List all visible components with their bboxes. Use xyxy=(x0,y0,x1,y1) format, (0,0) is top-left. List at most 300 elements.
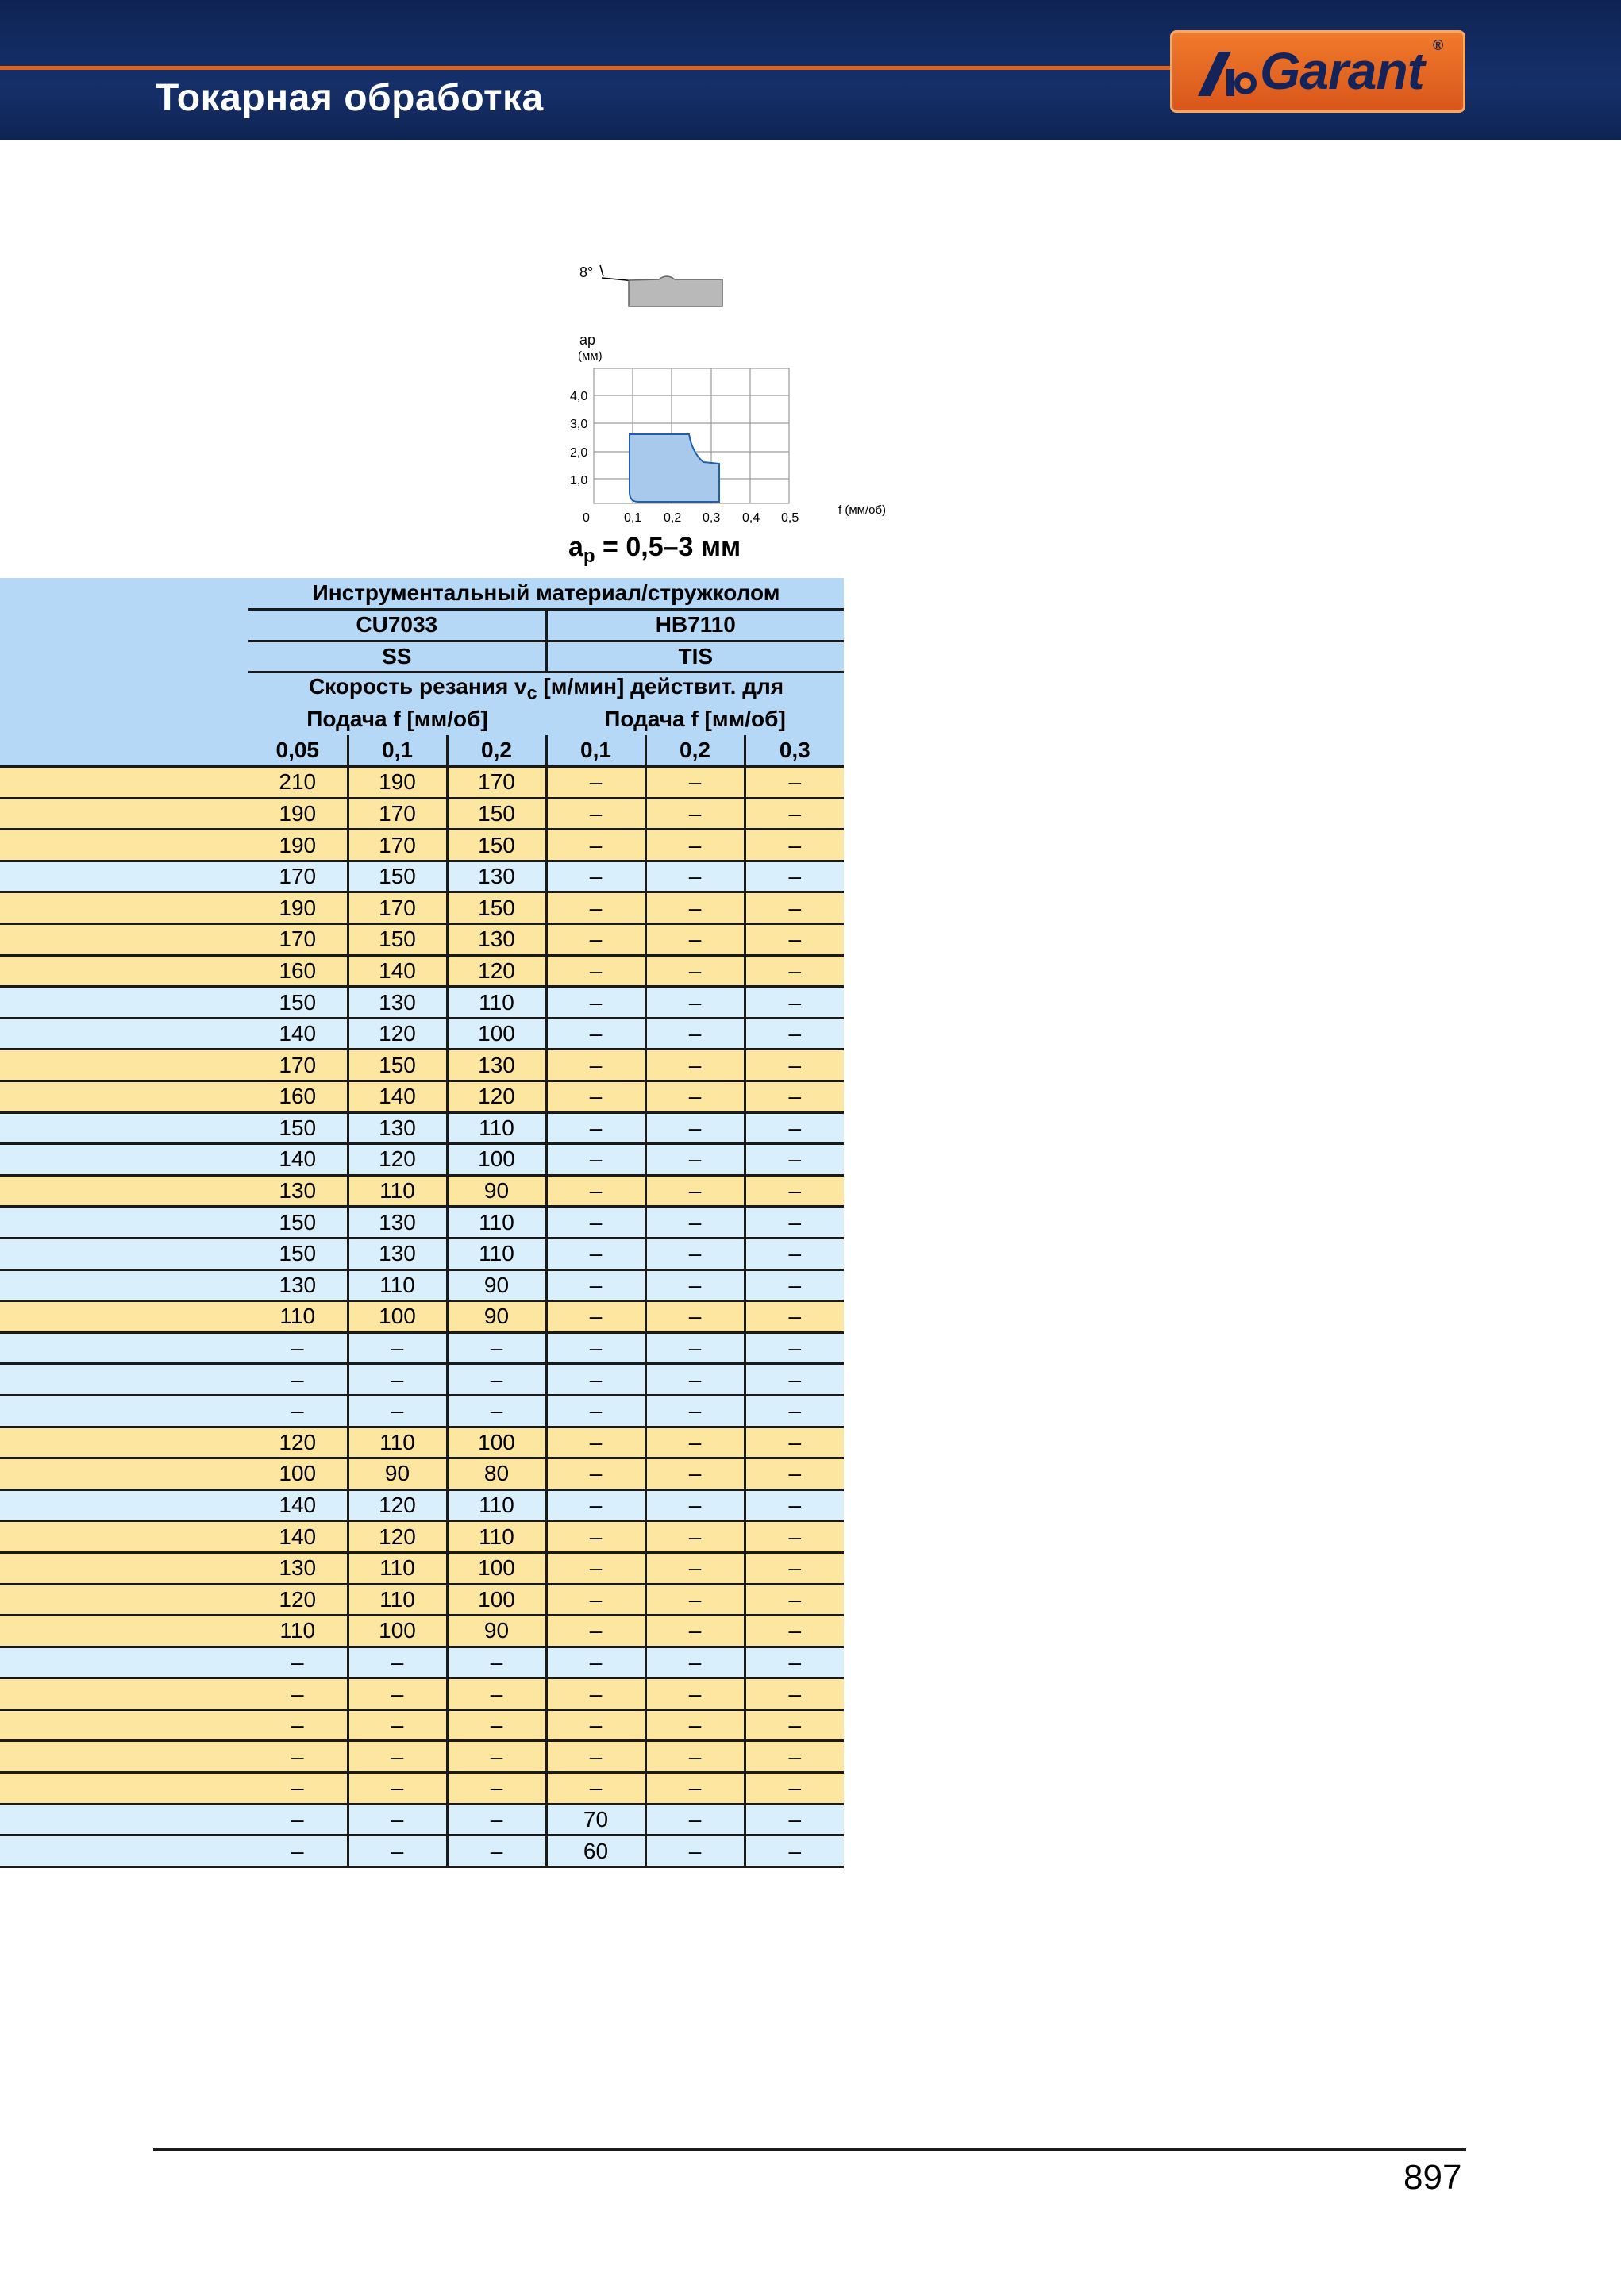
speed-cell: – xyxy=(248,1773,348,1805)
row-lead-cell xyxy=(0,1395,248,1427)
speed-cell: – xyxy=(447,1332,546,1364)
grade-2: HB7110 xyxy=(546,610,844,641)
speed-cell: 150 xyxy=(248,1112,348,1144)
speed-cell: 100 xyxy=(447,1427,546,1458)
speed-cell: – xyxy=(546,1552,645,1584)
speed-cell: – xyxy=(546,1332,645,1364)
row-lead-cell xyxy=(0,798,248,830)
speed-cell: 150 xyxy=(248,1207,348,1239)
table-row xyxy=(0,1616,844,1647)
speed-cell: – xyxy=(248,1395,348,1427)
speed-cell: 110 xyxy=(248,1616,348,1647)
speed-cell: – xyxy=(645,1584,745,1616)
footer-rule xyxy=(153,2148,1466,2151)
speed-cell: – xyxy=(645,861,745,892)
feed-value: 0,05 xyxy=(248,735,348,767)
speed-cell: 120 xyxy=(447,1081,546,1113)
speed-cell: 120 xyxy=(348,1144,447,1176)
speed-cell: – xyxy=(645,767,745,799)
speed-cell: 100 xyxy=(348,1301,447,1333)
y-tick-label: 3,0 xyxy=(570,418,588,431)
speed-cell: 110 xyxy=(447,1112,546,1144)
speed-cell: – xyxy=(645,1427,745,1458)
speed-cell: – xyxy=(745,1458,844,1490)
table-row xyxy=(0,1112,844,1144)
speed-cell: – xyxy=(248,1709,348,1741)
y-tick-label: 2,0 xyxy=(570,446,588,460)
page-number: 897 xyxy=(1403,2158,1462,2197)
table-row xyxy=(0,987,844,1019)
speed-cell: 130 xyxy=(447,1050,546,1081)
table-row xyxy=(0,1647,844,1678)
table-row xyxy=(0,1332,844,1364)
speed-cell: 110 xyxy=(447,987,546,1019)
speed-cell: – xyxy=(645,1207,745,1239)
garant-logo-icon xyxy=(1195,45,1258,101)
speed-cell: 140 xyxy=(248,1144,348,1176)
speed-cell: 90 xyxy=(447,1301,546,1333)
speed-cell: 130 xyxy=(447,861,546,892)
row-lead-cell xyxy=(0,1269,248,1301)
speed-cell: – xyxy=(348,1773,447,1805)
speed-cell: – xyxy=(745,798,844,830)
speed-cell: – xyxy=(745,1018,844,1050)
speed-cell: 170 xyxy=(447,767,546,799)
x-tick-label: 0,2 xyxy=(664,511,682,525)
table-row xyxy=(0,1584,844,1616)
speed-cell: – xyxy=(447,1741,546,1773)
speed-cell: 130 xyxy=(348,1112,447,1144)
row-lead-cell xyxy=(0,1018,248,1050)
speed-cell: 120 xyxy=(348,1018,447,1050)
speed-cell: – xyxy=(348,1364,447,1396)
table-row xyxy=(0,1238,844,1269)
speed-cell: – xyxy=(447,1395,546,1427)
speed-cell: 150 xyxy=(447,892,546,924)
speed-cell: – xyxy=(546,1395,645,1427)
speed-cell: – xyxy=(546,1081,645,1113)
table-row xyxy=(0,1773,844,1805)
y-tick-label: 4,0 xyxy=(570,390,588,403)
ap-axis-unit: (мм) xyxy=(578,349,603,363)
speed-cell: 60 xyxy=(546,1836,645,1867)
speed-cell: – xyxy=(348,1395,447,1427)
speed-cell: – xyxy=(745,1489,844,1521)
speed-cell: – xyxy=(546,1584,645,1616)
row-lead-cell xyxy=(0,1773,248,1805)
speed-cell: – xyxy=(745,1175,844,1207)
material-header: Инструментальный материал/стружколом xyxy=(248,578,844,610)
application-region xyxy=(630,434,719,502)
speed-cell: – xyxy=(248,1804,348,1836)
speed-cell: – xyxy=(745,1332,844,1364)
table-body xyxy=(0,767,844,1867)
ap-axis-label: ap xyxy=(579,332,596,348)
feed-label-2: Подача f [мм/об] xyxy=(546,703,844,735)
speed-cell: – xyxy=(745,1584,844,1616)
speed-cell: 90 xyxy=(447,1269,546,1301)
speed-cell: – xyxy=(645,1552,745,1584)
speed-cell: – xyxy=(745,892,844,924)
table-row xyxy=(0,1427,844,1458)
table-row xyxy=(0,861,844,892)
feed-value: 0,1 xyxy=(348,735,447,767)
speed-cell: – xyxy=(546,1427,645,1458)
table-row xyxy=(0,1018,844,1050)
speed-cell: – xyxy=(645,1081,745,1113)
table-row xyxy=(0,1050,844,1081)
speed-cell: 110 xyxy=(348,1552,447,1584)
speed-cell: 110 xyxy=(348,1427,447,1458)
table-row xyxy=(0,1709,844,1741)
speed-cell: – xyxy=(546,861,645,892)
speed-cell: 170 xyxy=(248,1050,348,1081)
speed-cell: – xyxy=(745,1144,844,1176)
row-lead-cell xyxy=(0,1427,248,1458)
speed-cell: – xyxy=(546,767,645,799)
feed-value: 0,2 xyxy=(447,735,546,767)
row-lead-cell xyxy=(0,1332,248,1364)
speed-cell: – xyxy=(546,1238,645,1269)
depth-label-sub: p xyxy=(583,545,595,567)
speed-cell: – xyxy=(248,1836,348,1867)
speed-cell: 140 xyxy=(248,1521,348,1553)
grade-1: CU7033 xyxy=(248,610,546,641)
speed-cell: 110 xyxy=(248,1301,348,1333)
depth-label-main: a xyxy=(568,532,583,562)
speed-cell: 100 xyxy=(447,1584,546,1616)
angle-label: 8° xyxy=(579,264,594,280)
speed-cell: – xyxy=(745,1207,844,1239)
row-lead-cell xyxy=(0,1207,248,1239)
speed-cell: – xyxy=(745,1552,844,1584)
speed-cell: 140 xyxy=(248,1489,348,1521)
speed-cell: – xyxy=(745,830,844,861)
table-row xyxy=(0,767,844,799)
speed-cell: – xyxy=(348,1647,447,1678)
row-lead-cell xyxy=(0,1836,248,1867)
speed-cell: 90 xyxy=(447,1616,546,1647)
speed-cell: – xyxy=(645,1112,745,1144)
row-lead-cell xyxy=(0,987,248,1019)
speed-cell: – xyxy=(546,955,645,987)
x-tick-label: 0,5 xyxy=(781,511,799,525)
feed-value: 0,2 xyxy=(645,735,745,767)
speed-cell: – xyxy=(645,1836,745,1867)
speed-cell: 170 xyxy=(348,798,447,830)
speed-cell: 190 xyxy=(248,892,348,924)
speed-cell: – xyxy=(248,1678,348,1710)
speed-cell: – xyxy=(546,1458,645,1490)
speed-cell: – xyxy=(546,1741,645,1773)
speed-cell: – xyxy=(645,1364,745,1396)
speed-cell: 100 xyxy=(447,1552,546,1584)
speed-cell: – xyxy=(348,1678,447,1710)
row-lead-cell xyxy=(0,1301,248,1333)
header-row-material xyxy=(0,578,844,610)
speed-cell: – xyxy=(546,1489,645,1521)
speed-cell: 140 xyxy=(248,1018,348,1050)
speed-cell: – xyxy=(645,1175,745,1207)
row-lead-cell xyxy=(0,1144,248,1176)
row-lead-cell xyxy=(0,892,248,924)
speed-cell: – xyxy=(546,1301,645,1333)
x-axis-label: f (мм/об) xyxy=(838,503,887,517)
speed-cell: 130 xyxy=(248,1175,348,1207)
table-row xyxy=(0,1144,844,1176)
speed-cell: – xyxy=(546,987,645,1019)
speed-cell: 120 xyxy=(248,1427,348,1458)
page-header xyxy=(0,0,1621,140)
speed-cell: – xyxy=(745,1395,844,1427)
speed-cell: 100 xyxy=(348,1616,447,1647)
speed-cell: 110 xyxy=(348,1269,447,1301)
chipbreaker-2: TIS xyxy=(546,641,844,672)
garant-logo xyxy=(1170,30,1465,113)
speed-cell: 170 xyxy=(248,861,348,892)
speed-cell: – xyxy=(348,1332,447,1364)
speed-cell: – xyxy=(645,1804,745,1836)
speed-cell: 120 xyxy=(447,955,546,987)
speed-cell: – xyxy=(546,798,645,830)
speed-cell: – xyxy=(745,1238,844,1269)
speed-cell: – xyxy=(546,1678,645,1710)
x-tick-label: 0,3 xyxy=(703,511,721,525)
row-lead-cell xyxy=(0,1709,248,1741)
speed-cell: 110 xyxy=(447,1238,546,1269)
speed-cell: – xyxy=(645,1301,745,1333)
speed-cell: – xyxy=(447,1364,546,1396)
speed-cell: 170 xyxy=(248,924,348,956)
feed-value: 0,3 xyxy=(745,735,844,767)
speed-cell: – xyxy=(645,987,745,1019)
row-lead-cell xyxy=(0,861,248,892)
feed-value: 0,1 xyxy=(546,735,645,767)
speed-cell: 170 xyxy=(348,830,447,861)
row-lead-cell xyxy=(0,1081,248,1113)
speed-cell: – xyxy=(348,1741,447,1773)
table-row xyxy=(0,1804,844,1836)
speed-cell: 150 xyxy=(348,924,447,956)
speed-cell: – xyxy=(745,1773,844,1805)
table-row xyxy=(0,1175,844,1207)
speed-cell: 110 xyxy=(348,1584,447,1616)
row-lead-cell xyxy=(0,1804,248,1836)
speed-cell: 140 xyxy=(348,1081,447,1113)
speed-cell: – xyxy=(645,1018,745,1050)
row-lead-cell xyxy=(0,1647,248,1678)
speed-cell: – xyxy=(745,1678,844,1710)
speed-cell: 100 xyxy=(447,1018,546,1050)
speed-cell: – xyxy=(447,1709,546,1741)
origin-label: 0 xyxy=(583,511,590,525)
speed-cell: – xyxy=(745,1836,844,1867)
speed-cell: – xyxy=(745,1081,844,1113)
speed-cell: – xyxy=(546,1018,645,1050)
speed-cell: – xyxy=(645,1489,745,1521)
table-row xyxy=(0,1081,844,1113)
table-row xyxy=(0,924,844,956)
speed-cell: 150 xyxy=(248,1238,348,1269)
table-row xyxy=(0,798,844,830)
cutting-range-diagram xyxy=(556,254,905,532)
table-row xyxy=(0,1521,844,1553)
table-row xyxy=(0,955,844,987)
speed-cell: – xyxy=(447,1836,546,1867)
header-row-breaker xyxy=(0,641,844,672)
speed-cell: – xyxy=(745,1709,844,1741)
feed-label-1: Подача f [мм/об] xyxy=(248,703,546,735)
table-row xyxy=(0,830,844,861)
speed-cell: 130 xyxy=(348,1207,447,1239)
speed-cell: – xyxy=(645,1773,745,1805)
speed-cell: 210 xyxy=(248,767,348,799)
speed-cell: – xyxy=(745,1616,844,1647)
speed-cell: – xyxy=(745,1521,844,1553)
table-row xyxy=(0,1269,844,1301)
speed-cell: – xyxy=(645,1238,745,1269)
insert-profile-sketch xyxy=(579,264,722,306)
header-row-grade xyxy=(0,610,844,641)
speed-cell: – xyxy=(645,924,745,956)
speed-cell: – xyxy=(745,1269,844,1301)
speed-cell: 150 xyxy=(447,830,546,861)
speed-cell: 90 xyxy=(447,1175,546,1207)
row-lead-cell xyxy=(0,1552,248,1584)
speed-cell: 130 xyxy=(348,987,447,1019)
speed-cell: 130 xyxy=(248,1552,348,1584)
speed-cell: – xyxy=(645,1458,745,1490)
speed-cell: 150 xyxy=(447,798,546,830)
speed-cell: – xyxy=(645,1616,745,1647)
speed-label-pre: Скорость резания v xyxy=(308,673,527,699)
speed-cell: – xyxy=(645,1741,745,1773)
speed-cell: – xyxy=(546,1709,645,1741)
speed-cell: 150 xyxy=(248,987,348,1019)
speed-cell: 130 xyxy=(348,1238,447,1269)
table-row xyxy=(0,892,844,924)
speed-cell: – xyxy=(745,1301,844,1333)
speed-cell: 190 xyxy=(248,798,348,830)
speed-cell: – xyxy=(248,1332,348,1364)
speed-cell: – xyxy=(645,1521,745,1553)
row-lead-cell xyxy=(0,830,248,861)
speed-cell: – xyxy=(546,830,645,861)
speed-cell: – xyxy=(745,987,844,1019)
speed-cell: – xyxy=(447,1804,546,1836)
speed-label-post: [м/мин] действит. для xyxy=(537,673,784,699)
chipbreaker-1: SS xyxy=(248,641,546,672)
row-lead-cell xyxy=(0,1238,248,1269)
speed-cell: 110 xyxy=(447,1521,546,1553)
speed-cell: – xyxy=(248,1741,348,1773)
speed-cell: – xyxy=(645,955,745,987)
speed-cell: – xyxy=(546,1112,645,1144)
row-lead-cell xyxy=(0,1489,248,1521)
speed-cell: – xyxy=(546,1773,645,1805)
row-lead-cell xyxy=(0,955,248,987)
row-lead-cell xyxy=(0,1678,248,1710)
speed-cell: – xyxy=(745,1647,844,1678)
speed-cell: – xyxy=(546,1144,645,1176)
row-lead-cell xyxy=(0,1741,248,1773)
row-lead-cell xyxy=(0,1458,248,1490)
table-row xyxy=(0,1741,844,1773)
row-lead-cell xyxy=(0,924,248,956)
header-row-feed-values xyxy=(0,735,844,767)
speed-cell: 160 xyxy=(248,955,348,987)
speed-cell: 80 xyxy=(447,1458,546,1490)
logo-registered-mark: ® xyxy=(1433,37,1444,53)
speed-cell: – xyxy=(645,798,745,830)
logo-text: Garant xyxy=(1260,41,1424,100)
speed-cell: – xyxy=(546,1050,645,1081)
header-row-speed xyxy=(0,672,844,704)
row-lead-cell xyxy=(0,1616,248,1647)
depth-of-cut-label xyxy=(568,532,741,568)
speed-cell: 100 xyxy=(248,1458,348,1490)
cutting-speed-label xyxy=(248,672,844,704)
speed-cell: – xyxy=(348,1836,447,1867)
table-row xyxy=(0,1552,844,1584)
table-row xyxy=(0,1395,844,1427)
speed-cell: 170 xyxy=(348,892,447,924)
speed-cell: – xyxy=(546,1364,645,1396)
speed-cell: – xyxy=(348,1709,447,1741)
speed-cell: – xyxy=(248,1647,348,1678)
speed-cell: – xyxy=(645,1395,745,1427)
speed-cell: – xyxy=(745,955,844,987)
speed-cell: 190 xyxy=(348,767,447,799)
speed-cell: – xyxy=(645,1678,745,1710)
speed-cell: – xyxy=(645,1709,745,1741)
speed-cell: – xyxy=(745,1050,844,1081)
speed-cell: – xyxy=(745,1112,844,1144)
speed-cell: – xyxy=(348,1804,447,1836)
speed-cell: – xyxy=(546,1207,645,1239)
speed-cell: 120 xyxy=(248,1584,348,1616)
row-lead-cell xyxy=(0,1175,248,1207)
speed-cell: 130 xyxy=(248,1269,348,1301)
speed-cell: 150 xyxy=(348,861,447,892)
row-lead-cell xyxy=(0,1050,248,1081)
speed-cell: – xyxy=(546,1521,645,1553)
speed-cell: 130 xyxy=(447,924,546,956)
speed-cell: 100 xyxy=(447,1144,546,1176)
table-row xyxy=(0,1678,844,1710)
x-tick-label: 0,1 xyxy=(624,511,642,525)
speed-cell: 110 xyxy=(348,1175,447,1207)
table-row xyxy=(0,1207,844,1239)
speed-cell: – xyxy=(546,1269,645,1301)
speed-cell: 190 xyxy=(248,830,348,861)
speed-cell: 90 xyxy=(348,1458,447,1490)
speed-cell: – xyxy=(546,1616,645,1647)
depth-label-value: = 0,5–3 мм xyxy=(595,532,741,562)
speed-cell: – xyxy=(447,1647,546,1678)
speed-cell: – xyxy=(645,892,745,924)
speed-cell: – xyxy=(645,830,745,861)
cutting-speed-table xyxy=(0,578,844,1868)
speed-cell: – xyxy=(546,924,645,956)
header-row-feed xyxy=(0,703,844,735)
y-tick-label: 1,0 xyxy=(570,474,588,487)
header-accent-line xyxy=(0,66,1173,70)
speed-cell: 120 xyxy=(348,1521,447,1553)
speed-cell: – xyxy=(645,1144,745,1176)
table-row xyxy=(0,1836,844,1867)
speed-cell: – xyxy=(645,1332,745,1364)
